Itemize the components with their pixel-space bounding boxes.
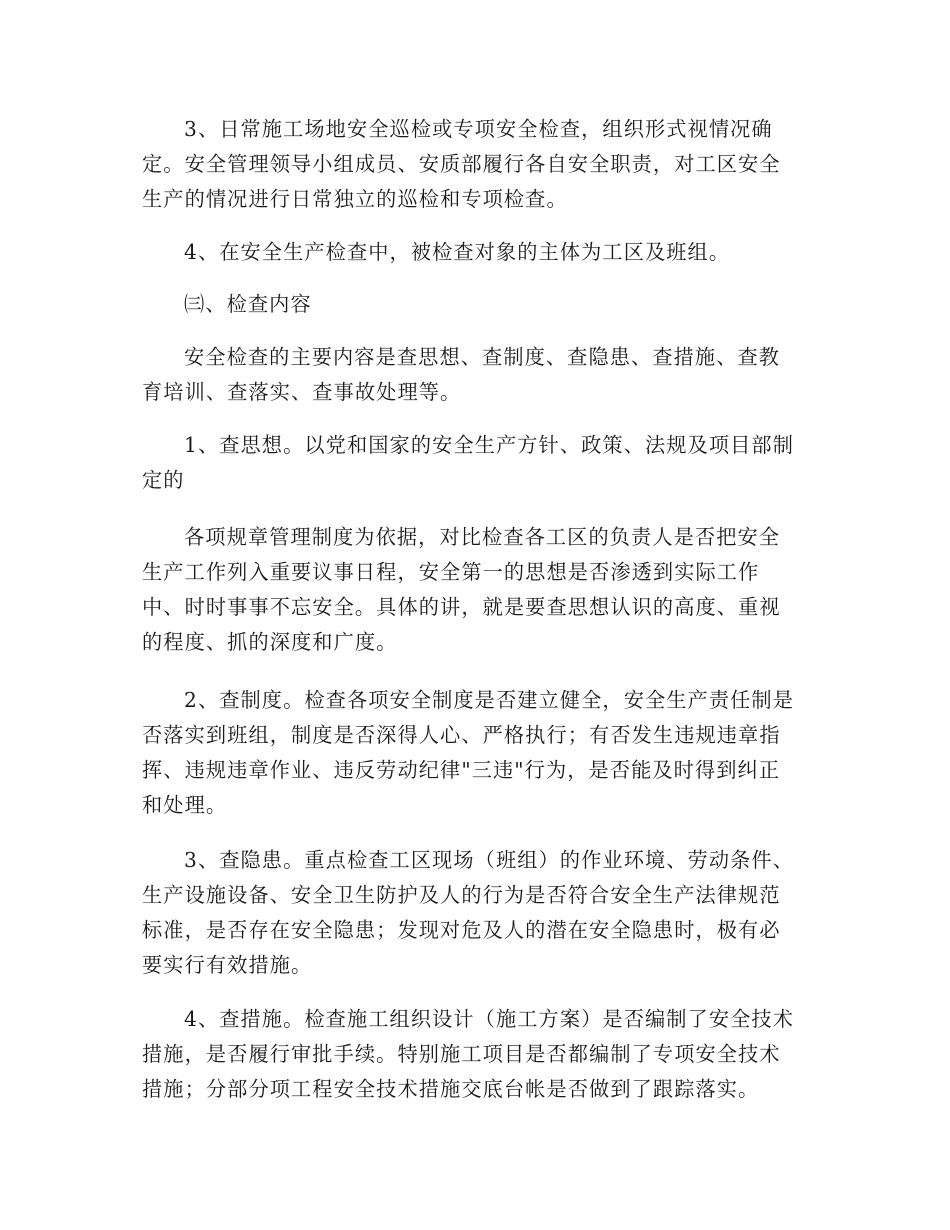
text-line: 2、查制度。检查各项安全制度是否建立健全，安全生产责任制是	[184, 688, 794, 712]
text-line: 4、在安全生产检查中，被检查对象的主体为工区及班组。	[184, 240, 731, 264]
paragraph-main-content	[142, 340, 812, 410]
paragraph-regulations-basis	[142, 520, 812, 660]
text-line: 定的	[142, 468, 185, 492]
paragraph-check-measures	[142, 1002, 812, 1107]
text-line: 生产工作列入重要议事日程，安全第一的思想是否渗透到实际工作	[142, 560, 760, 584]
text-line: 各项规章管理制度为依据，对比检查各工区的负责人是否把安全	[184, 525, 781, 549]
text-line: 措施；分部分项工程安全技术措施交底台帐是否做到了跟踪落实。	[142, 1077, 760, 1101]
text-line: 要实行有效措施。	[142, 953, 313, 977]
text-line: 标准，是否存在安全隐患；发现对危及人的潜在安全隐患时，极有必	[142, 918, 781, 942]
text-line: 措施，是否履行审批手续。特别施工项目是否都编制了专项安全技术	[142, 1042, 781, 1066]
paragraph-check-system	[142, 683, 812, 823]
text-line: 育培训、查落实、查事故处理等。	[142, 380, 462, 404]
text-line: 3、日常施工场地安全巡检或专项安全检查，组织形式视情况确	[184, 117, 773, 141]
text-line: 中、时时事事不忘安全。具体的讲，就是要查思想认识的高度、重视	[142, 595, 781, 619]
text-line: 4、查措施。检查施工组织设计（施工方案）是否编制了安全技术	[184, 1007, 794, 1031]
text-line: 安全检查的主要内容是查思想、查制度、查隐患、查措施、查教	[184, 345, 781, 369]
text-line: 挥、违规违章作业、违反劳动纪律"三违"行为，是否能及时得到纠正	[142, 758, 781, 782]
paragraph-inspection-patrol	[142, 112, 812, 217]
paragraph-check-thinking	[142, 428, 812, 498]
text-line: 否落实到班组，制度是否深得人心、严格执行；有否发生违规违章指	[142, 723, 781, 747]
text-line: 1、查思想。以党和国家的安全生产方针、政策、法规及项目部制	[184, 433, 794, 457]
paragraph-check-hazards	[142, 843, 812, 983]
text-line: 生产的情况进行日常独立的巡检和专项检查。	[142, 187, 568, 211]
paragraph-inspection-subject	[142, 235, 812, 270]
text-line: 3、查隐患。重点检查工区现场（班组）的作业环境、劳动条件、	[184, 848, 794, 872]
text-line: 定。安全管理领导小组成员、安质部履行各自安全职责，对工区安全	[142, 152, 781, 176]
text-line: 的程度、抓的深度和广度。	[142, 630, 398, 654]
section-heading-inspection-content	[142, 287, 812, 322]
text-line: 生产设施设备、安全卫生防护及人的行为是否符合安全生产法律规范	[142, 883, 781, 907]
text-line: ㈢、检查内容	[184, 292, 312, 316]
text-line: 和处理。	[142, 793, 228, 817]
